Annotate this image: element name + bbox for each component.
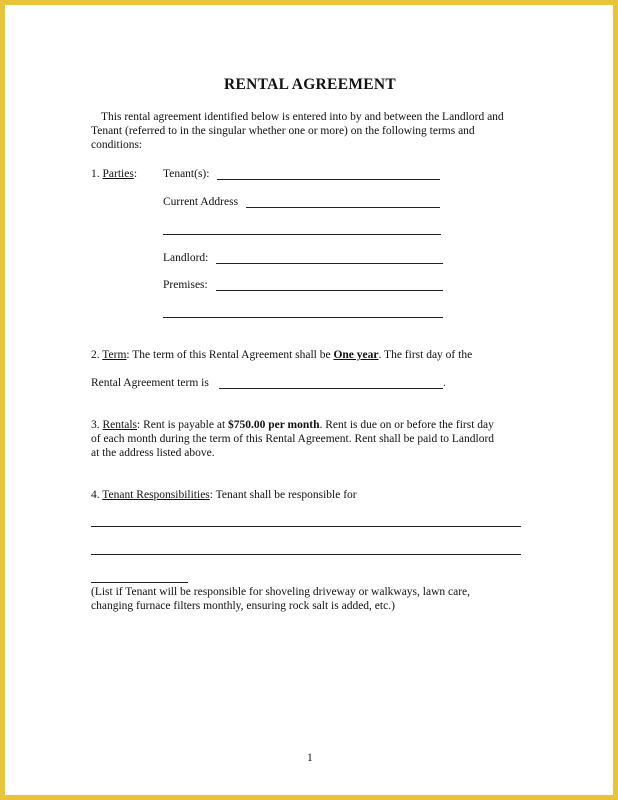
premises-label: Premises: [163,279,208,291]
responsibilities-blank-2[interactable] [91,554,521,555]
parties-heading-text: Parties [102,168,134,180]
term-start-period: . [443,377,446,389]
intro-line-2: Tenant (referred to in the singular whether one or more) on the following terms and [91,125,475,137]
premises-blank-2[interactable] [163,317,443,318]
parties-heading: 1. Parties: [91,168,138,180]
responsibilities-blank-3[interactable] [91,582,188,583]
rentals-line-2: of each month during the term of this Rental Agreement. Rent shall be paid to Landlord [91,433,495,445]
term-heading: Term [102,349,127,361]
current-address-blank[interactable] [246,207,440,208]
rentals-line-1: 3. Rentals: Rent is payable at $750.00 per month. Rent is due on or before the first day [91,419,494,431]
responsibilities-line-1: 4. Tenant Responsibilities: Tenant shall be responsible for [91,489,357,501]
current-address-label: Current Address [163,196,239,208]
tenant-label: Tenant(s): [163,168,210,180]
landlord-blank[interactable] [216,263,443,264]
tenant-blank[interactable] [217,179,440,180]
current-address-blank-2[interactable] [163,234,441,235]
term-duration: One year [333,349,379,361]
term-line-1: 2. Term: The term of this Rental Agreement shall be One year. The first day of the [91,349,473,361]
responsibilities-note-line-2: changing furnace filters monthly, ensuring rock salt is added, etc.) [91,600,395,612]
document-title: RENTAL AGREEMENT [224,76,397,93]
intro-line-3: conditions: [91,139,143,151]
rent-amount: $750.00 per month [228,419,320,431]
responsibilities-note-line-1: (List if Tenant will be responsible for shoveling driveway or walkways, lawn care, [91,586,471,598]
term-start-label: Rental Agreement term is [91,377,209,389]
term-start-blank[interactable] [219,388,443,389]
intro-line-1: This rental agreement identified below is entered into by and between the Landlord and [101,111,504,123]
document-page [5,5,613,795]
landlord-label: Landlord: [163,252,209,264]
responsibilities-heading: Tenant Responsibilities [102,489,210,501]
page-number: 1 [307,752,313,764]
rentals-heading: Rentals [102,419,137,431]
premises-blank[interactable] [216,290,443,291]
responsibilities-blank-1[interactable] [91,526,521,527]
rentals-line-3: at the address listed above. [91,447,215,459]
